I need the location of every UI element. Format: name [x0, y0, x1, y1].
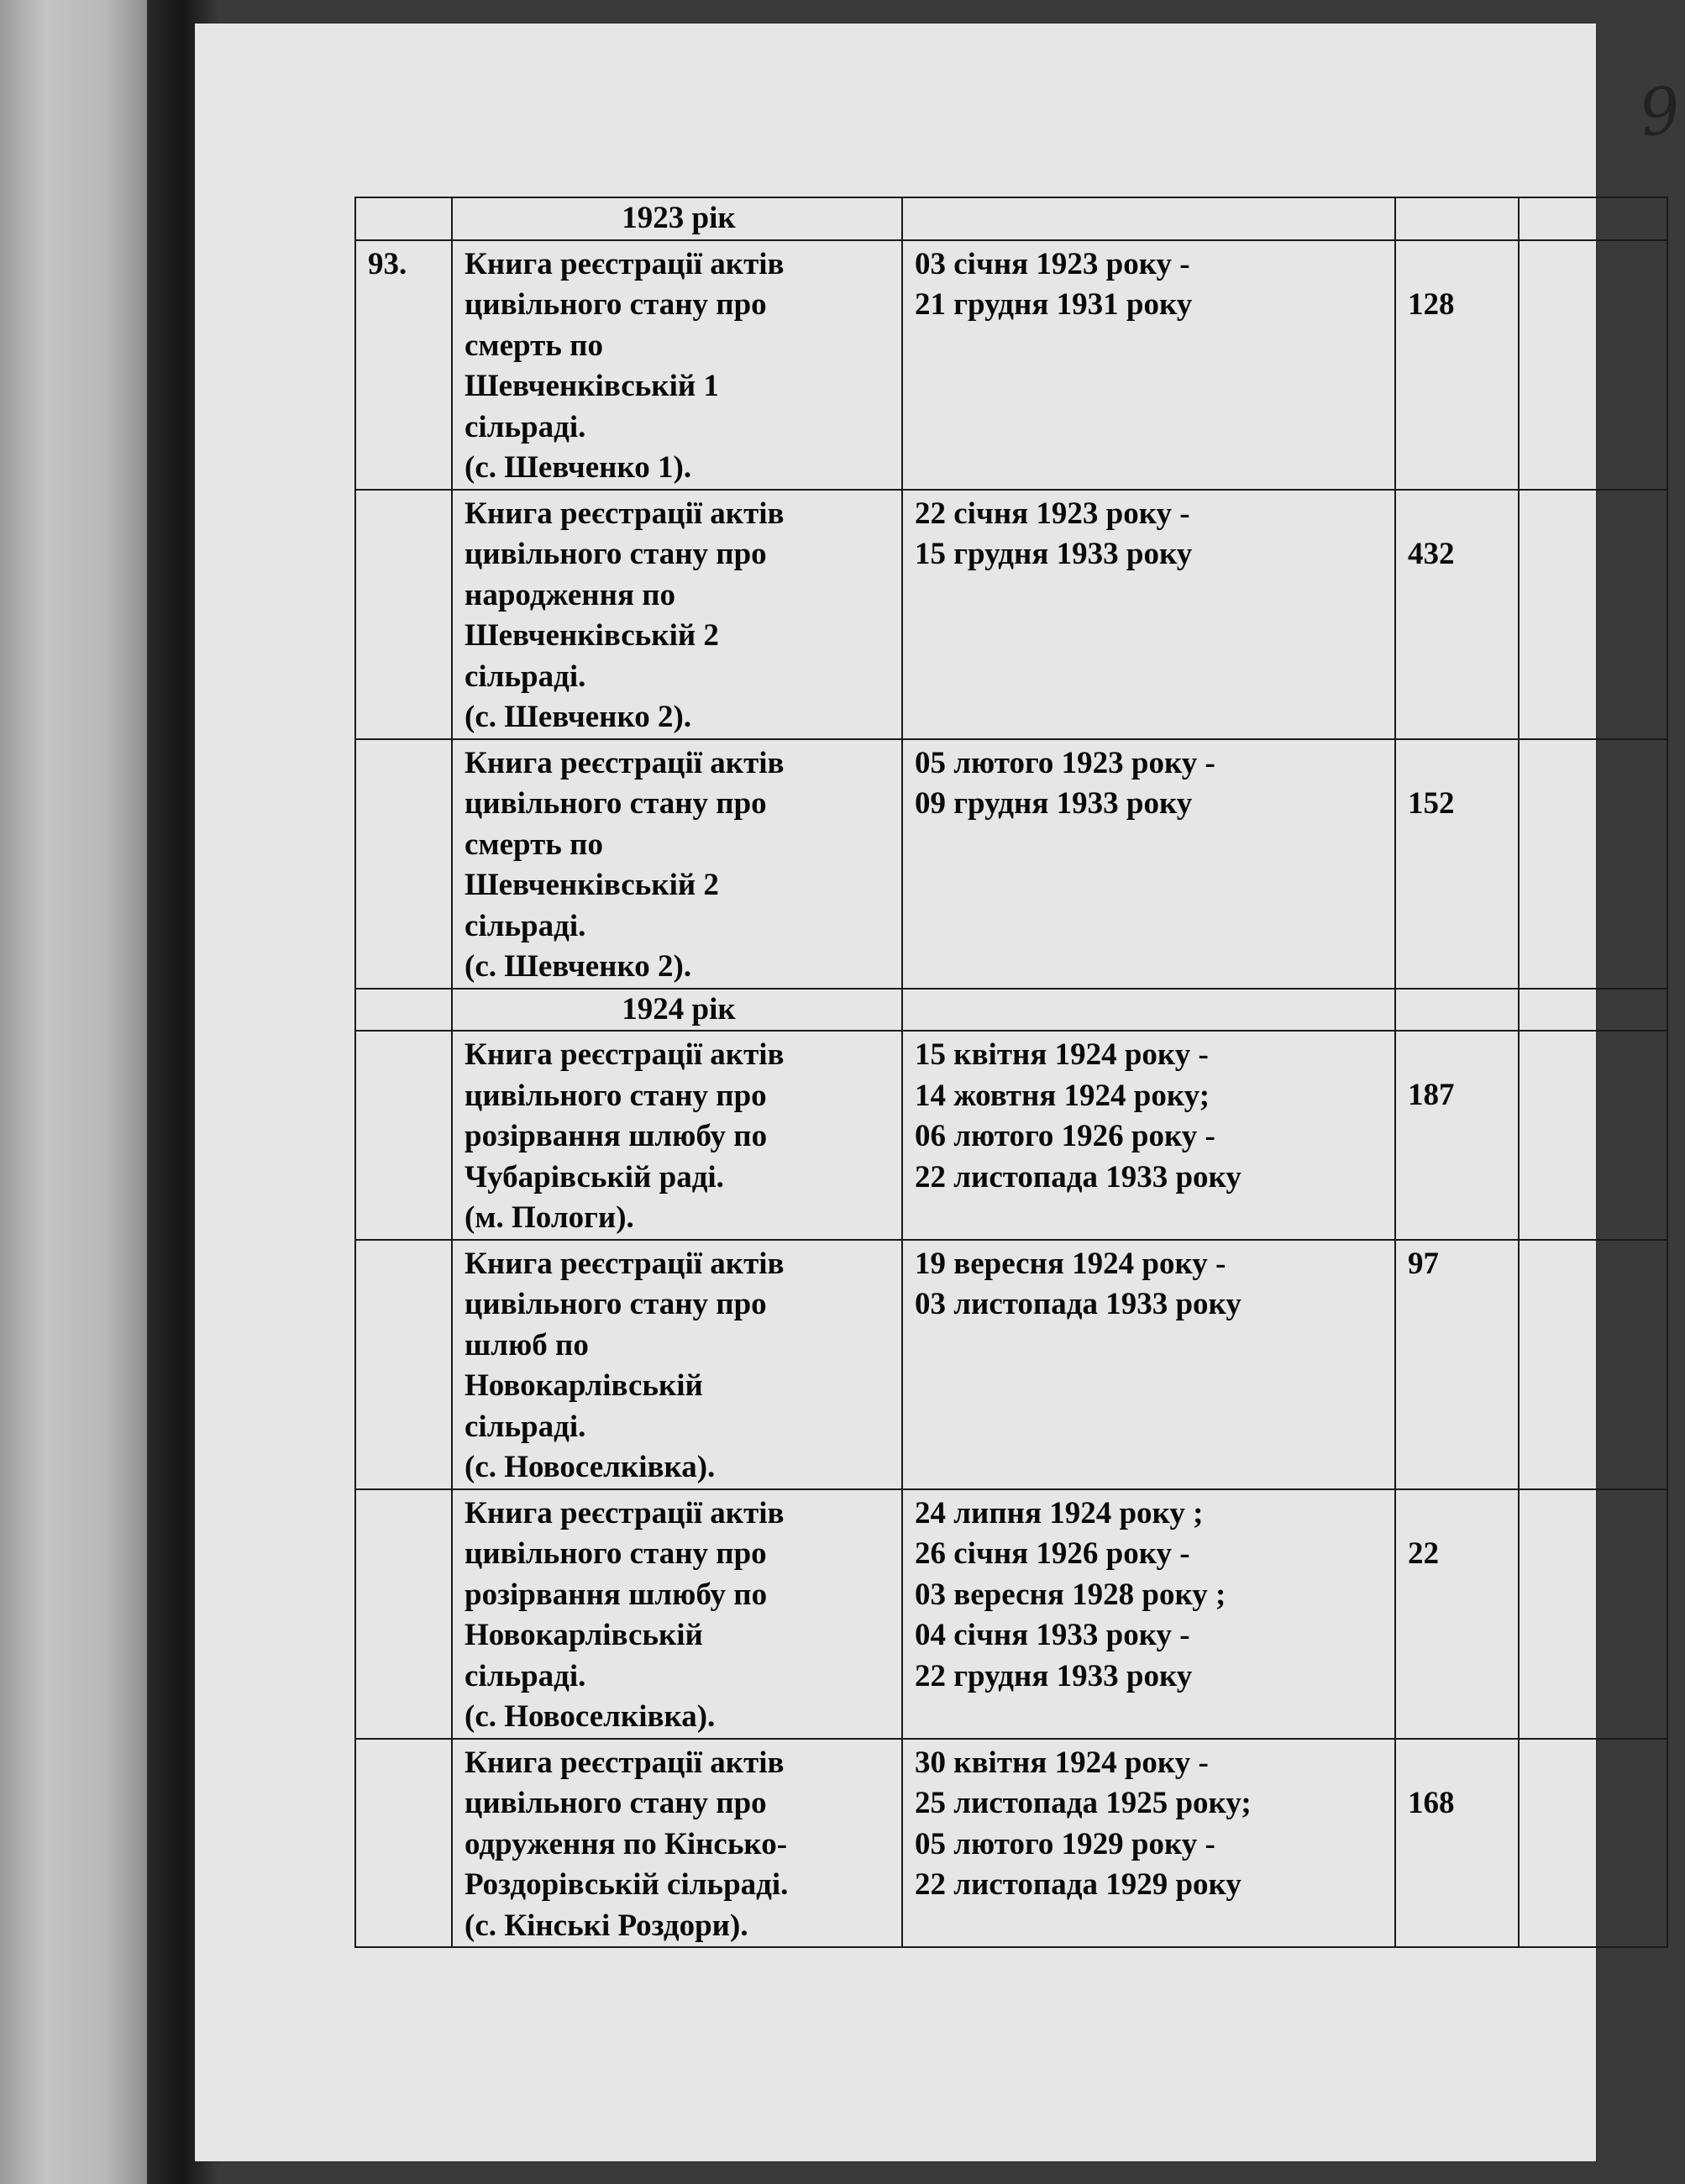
note-cell [1519, 1240, 1667, 1489]
year-header-row [355, 197, 1667, 240]
sheet-count: 432 [1395, 490, 1519, 739]
note-cell [1519, 240, 1667, 490]
row-number [355, 1031, 452, 1240]
record-dates: 05 лютого 1923 року - 09 грудня 1933 року [902, 739, 1395, 989]
sheet-count: 168 [1395, 1739, 1519, 1948]
note-cell [1519, 739, 1667, 989]
sheet-count: 97 [1395, 1240, 1519, 1489]
note-cell [1519, 1031, 1667, 1240]
document-page [195, 24, 1685, 2161]
record-dates: 19 вересня 1924 року - 03 листопада 1933 року [902, 1240, 1395, 1489]
sheet-count: 187 [1395, 1031, 1519, 1240]
sheet-count: 152 [1395, 739, 1519, 989]
row-number: 93. [355, 240, 452, 490]
record-title: Книга реєстрації актів цивільного стану про одруження по Кінсько- Роздорівській сільраді. (с. Кінські Роздори). [452, 1739, 902, 1948]
sheet-count: 128 [1395, 240, 1519, 490]
sheet-number: 9 [1635, 71, 1685, 151]
table-row [355, 490, 1667, 739]
note-cell [1519, 1739, 1667, 1948]
previous-page-edge [0, 0, 151, 2184]
table-row [355, 1240, 1667, 1489]
table-row [355, 1489, 1667, 1739]
row-number [355, 1739, 452, 1948]
record-title: Книга реєстрації актів цивільного стану про шлюб по Новокарлівській сільраді. (с. Новоселківка). [452, 1240, 902, 1489]
row-number [355, 739, 452, 989]
record-title: Книга реєстрації актів цивільного стану про смерть по Шевченківській 1 сільраді. (с. Шевченко 1). [452, 240, 902, 490]
record-dates: 03 січня 1923 року - 21 грудня 1931 року [902, 240, 1395, 490]
record-dates: 22 січня 1923 року - 15 грудня 1933 року [902, 490, 1395, 739]
table-row [355, 1031, 1667, 1240]
sheet-count: 22 [1395, 1489, 1519, 1739]
year-label: 1923 рік [452, 197, 902, 240]
record-dates: 24 липня 1924 року ; 26 січня 1926 року - 03 вересня 1928 року ; 04 січня 1933 року - 22 грудня 1933 року [902, 1489, 1395, 1739]
year-label: 1924 рік [452, 989, 902, 1032]
record-title: Книга реєстрації актів цивільного стану про народження по Шевченківській 2 сільраді. (с. Шевченко 2). [452, 490, 902, 739]
registry-table [354, 197, 1668, 1948]
year-header-row [355, 989, 1667, 1032]
record-dates: 30 квітня 1924 року - 25 листопада 1925 року; 05 лютого 1929 року - 22 листопада 1929 року [902, 1739, 1395, 1948]
table-row [355, 1739, 1667, 1948]
row-number [355, 1489, 452, 1739]
record-title: Книга реєстрації актів цивільного стану про смерть по Шевченківській 2 сільраді. (с. Шевченко 2). [452, 739, 902, 989]
record-dates: 15 квітня 1924 року - 14 жовтня 1924 року; 06 лютого 1926 року - 22 листопада 1933 року [902, 1031, 1395, 1240]
row-number [355, 1240, 452, 1489]
note-cell [1519, 490, 1667, 739]
record-title: Книга реєстрації актів цивільного стану про розірвання шлюбу по Чубарівській раді. (м. Пологи). [452, 1031, 902, 1240]
table-row [355, 739, 1667, 989]
record-title: Книга реєстрації актів цивільного стану про розірвання шлюбу по Новокарлівській сільраді. (с. Новоселківка). [452, 1489, 902, 1739]
note-cell [1519, 1489, 1667, 1739]
table-row [355, 240, 1667, 490]
row-number [355, 490, 452, 739]
